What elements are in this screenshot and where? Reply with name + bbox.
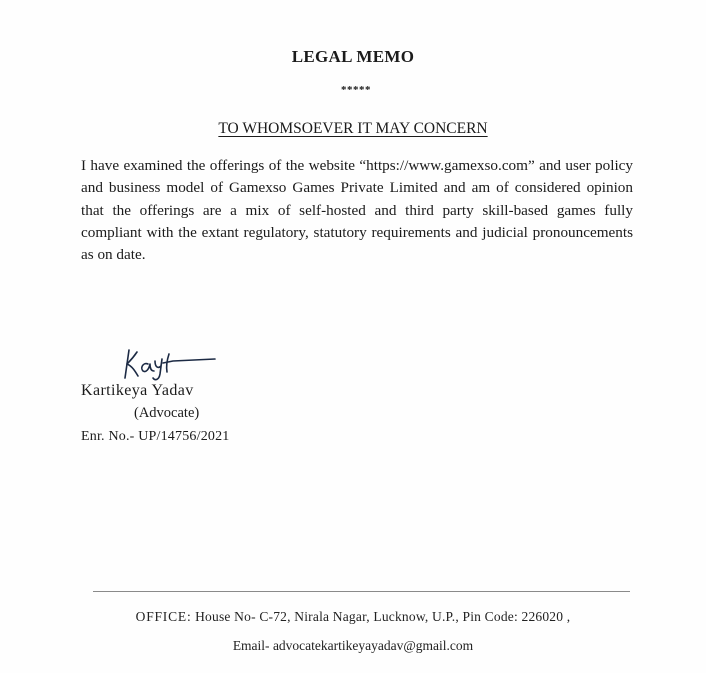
email-label: Email- <box>232 638 270 653</box>
memo-body: I have examined the offerings of the website “https://www.gamexso.com” and user policy and business model of Gamexso Games Private Limited and am of considered opinion that the offerings are a mix of self-hosted and third party skill-based games fully compliant with the extant regulatory, statutory requirements and judicial pronouncements as on date. <box>81 157 633 264</box>
title-separator: ***** <box>341 84 371 96</box>
office-address: House No- C-72, Nirala Nagar, Lucknow, U.P., Pin Code: 226020 , <box>195 609 571 624</box>
footer-divider <box>93 591 630 592</box>
office-address-line <box>0 609 706 625</box>
signatory-name: Kartikeya Yadav <box>81 382 194 399</box>
email-address: advocatekartikeyayadav@gmail.com <box>272 638 474 653</box>
handwritten-signature <box>117 344 217 384</box>
enrollment-number: Enr. No.- UP/14756/2021 <box>81 429 230 444</box>
memo-heading: TO WHOMSOEVER IT MAY CONCERN <box>218 120 488 137</box>
signatory-role: (Advocate) <box>134 405 200 421</box>
office-label: OFFICE: <box>135 609 192 624</box>
memo-title: LEGAL MEMO <box>291 47 415 66</box>
email-line <box>0 638 706 654</box>
